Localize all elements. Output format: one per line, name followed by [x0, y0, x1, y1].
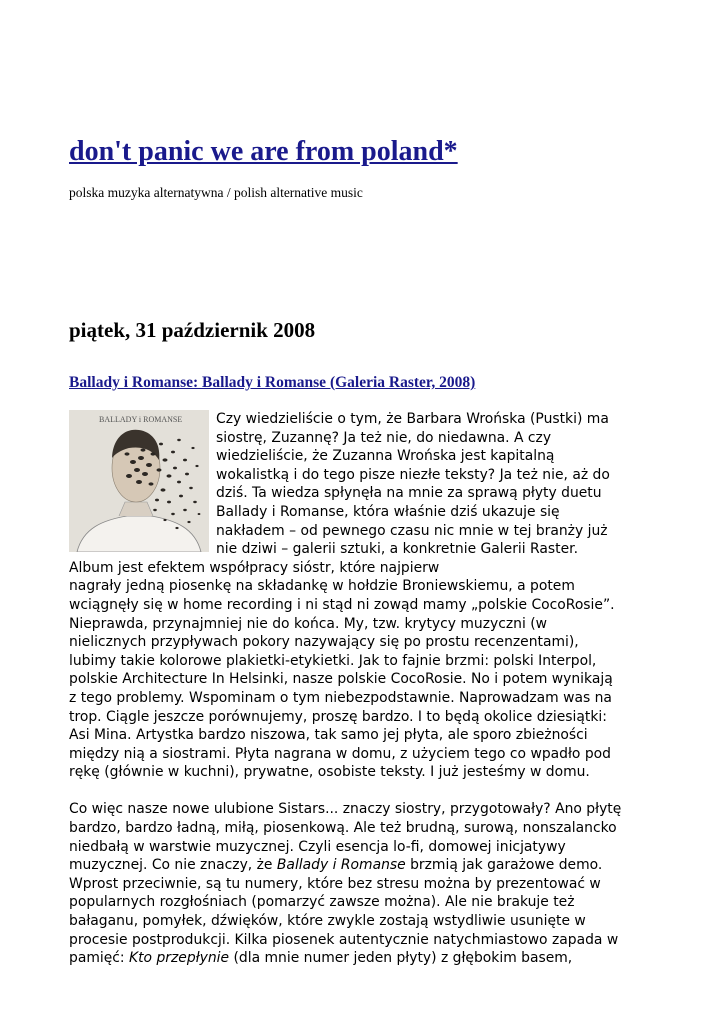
text-run: dziś. Ta wiedza spłynęła na mnie za sprawą płyty duetu — [216, 485, 602, 502]
text-run: między nią a siostrami. Płyta nagrana w domu, z użyciem tego co wpadło pod — [69, 745, 611, 762]
post-text-line — [69, 689, 669, 708]
text-run: rękę (głównie w kuchni), prywatne, osobiste teksty. I już jesteśmy w domu. — [69, 764, 590, 781]
post-text-line — [69, 912, 669, 931]
paragraph-gap — [69, 782, 669, 801]
text-run: brzmią jak garażowe demo. — [405, 857, 603, 874]
text-run: nakładem – od pewnego czasu nic mnie w tej branży już — [216, 522, 608, 539]
text-run: muzycznej. Co nie znaczy, że — [69, 857, 277, 874]
text-run: bałaganu, pomyłek, dźwięków, które zwykle zostają wstydliwie usunięte w — [69, 913, 586, 930]
text-run: procesie postprodukcji. Kilka piosenek autentycznie natychmiastowo zapada w — [69, 931, 619, 948]
post-text-line — [69, 633, 669, 652]
text-run: nielicznych przypływach pokory nazywający się po prostu recenzentami), — [69, 634, 579, 651]
text-run: bardzo, bardzo ładną, miłą, piosenkową. Ale też brudną, surową, nonszalancko — [69, 820, 617, 837]
text-run: Wprost przeciwnie, są tu numery, które bez stresu można by prezentować w — [69, 875, 601, 892]
post-text-line — [69, 745, 669, 764]
post-text-line — [69, 596, 669, 615]
post-text-line — [69, 577, 669, 596]
italic-title: Ballady i Romanse — [276, 857, 406, 874]
post-text-line — [69, 652, 669, 671]
post-body — [69, 410, 669, 968]
text-run: nagrały jedną piosenkę na składankę w hołdzie Broniewskiemu, a potem — [69, 578, 575, 595]
post-text-line — [69, 949, 669, 968]
text-run: Co więc nasze nowe ulubione Sistars... znaczy siostry, przygotowały? Ano płytę — [69, 801, 622, 818]
post-text-line — [69, 856, 669, 875]
post-text-line — [69, 838, 669, 857]
text-run: popularnych rozgłośniach (pomarzyć zawsze można). Ale nie brakuje też — [69, 894, 575, 911]
text-run: lubimy takie kolorowe plakietki-etykietki. Jak to fajnie brzmi: polski Interpol, — [69, 652, 597, 669]
text-run: wiedzieliście, że Zuzanna Wrońska jest kapitalną — [216, 448, 555, 465]
post-text-line — [69, 800, 669, 819]
blog-description: polska muzyka alternatywna / polish alternative music — [69, 185, 363, 200]
text-run: wokalistką i do tego pisze niezłe teksty? Ja też nie, aż do — [216, 466, 610, 483]
text-run: nie dziwi – galerii sztuki, a konkretnie Galerii Raster. — [216, 541, 578, 558]
text-run: Nieprawda, przynajmniej nie do końca. My, tzw. krytycy muzyczni (w — [69, 615, 548, 632]
text-run: polskie Architecture In Helsinki, nasze polskie CocoRosie. No i potem wynikają — [69, 671, 613, 688]
post-text-line — [69, 931, 669, 950]
blog-title-link[interactable]: don't panic we are from poland* — [69, 136, 458, 167]
text-run: pamięć: — [69, 950, 129, 967]
cover-title-text: BALLADY i ROMANSE — [99, 415, 183, 424]
text-run: siostrę, Zuzannę? Ja też nie, do niedawna. A czy — [216, 429, 552, 446]
post-text-line — [69, 893, 669, 912]
text-run: z tego problemy. Wspominam o tym niebezpodstawnie. Naprowadzam was na — [69, 689, 612, 706]
text-run: wciągnęły się w home recording i ni stąd ni zowąd mamy „polskie CocoRosie”. — [69, 596, 615, 613]
album-cover-image[interactable] — [69, 410, 209, 552]
italic-title: Kto przepłynie — [129, 950, 230, 967]
post-text-line — [69, 670, 669, 689]
date-header: piątek, 31 październik 2008 — [69, 318, 316, 342]
post-text-line — [69, 708, 669, 727]
post-text-line — [69, 763, 669, 782]
text-run: Album jest efektem współpracy sióstr, które najpierw — [69, 559, 440, 576]
text-run: trop. Ciągle jeszcze porównujemy, proszę bardzo. I to będą okolice dziesiątki: — [69, 708, 607, 725]
post-text-line — [69, 875, 669, 894]
post-text-line — [69, 559, 669, 578]
text-run: niedbałą w warstwie muzycznej. Czyli esencja lo-fi, domowej inicjatywy — [69, 838, 566, 855]
post-text-line — [69, 726, 669, 745]
text-run: Ballady i Romanse, która właśnie dziś ukazuje się — [216, 503, 560, 520]
text-run: Czy wiedzieliście o tym, że Barbara Wrońska (Pustki) ma — [216, 411, 609, 427]
post-title-link[interactable]: Ballady i Romanse: Ballady i Romanse (Galeria Raster, 2008) — [69, 374, 476, 391]
text-run: Asi Mina. Artystka bardzo niszowa, tak samo jej płyta, ale sporo zbieżności — [69, 727, 588, 744]
text-run: (dla mnie numer jeden płyty) z głębokim basem, — [229, 950, 573, 967]
post-text-line — [69, 615, 669, 634]
post-text-line — [69, 819, 669, 838]
